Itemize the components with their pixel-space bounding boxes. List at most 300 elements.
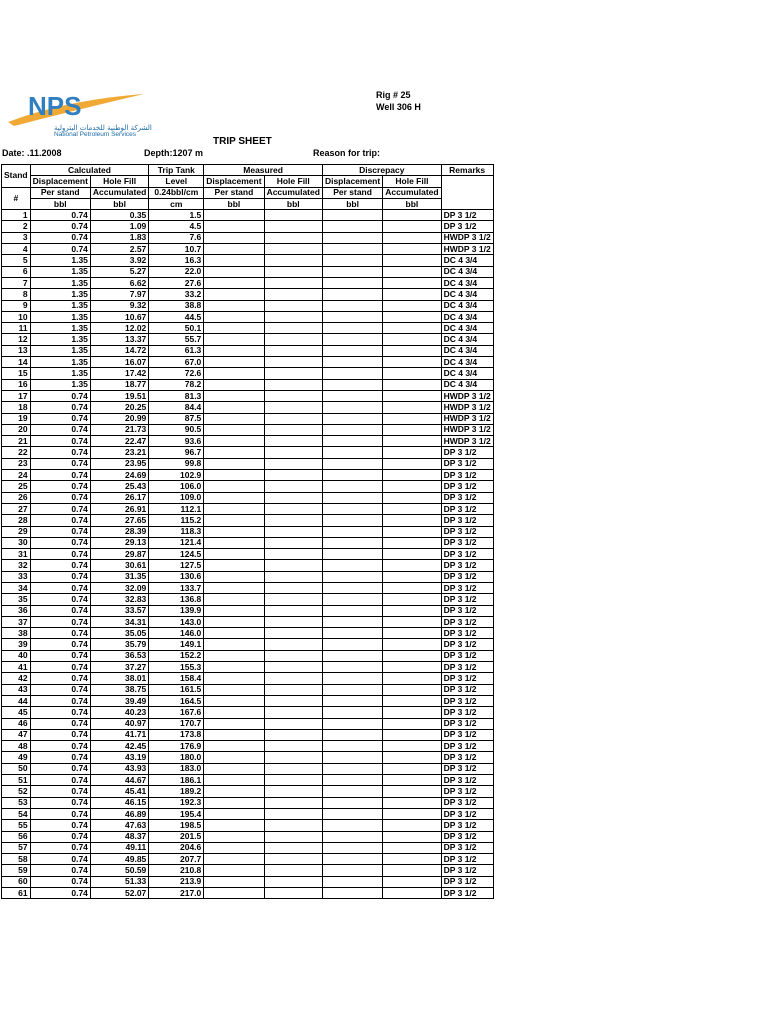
remark-cell: DC 4 3/4 xyxy=(441,379,493,390)
measured-displacement xyxy=(204,560,264,571)
remark-cell: DC 4 3/4 xyxy=(441,266,493,277)
discrepacy-hole-fill xyxy=(383,503,441,514)
measured-hole-fill xyxy=(264,775,322,786)
remark-cell: HWDP 3 1/2 xyxy=(441,244,493,255)
stand-number: 10 xyxy=(2,311,31,322)
discrepacy-hole-fill xyxy=(383,820,441,831)
stand-number: 35 xyxy=(2,594,31,605)
table-row xyxy=(2,820,494,831)
stand-number: 41 xyxy=(2,662,31,673)
measured-displacement xyxy=(204,402,264,413)
subheader2-cell: Per stand xyxy=(322,187,382,198)
table-row xyxy=(2,447,494,458)
discrepacy-hole-fill xyxy=(383,707,441,718)
unit-cell: bbl xyxy=(204,198,264,209)
discrepacy-displacement xyxy=(322,221,382,232)
calc-displacement: 1.35 xyxy=(30,255,90,266)
calc-hole-fill: 32.09 xyxy=(90,582,148,593)
trip-tank-level: 146.0 xyxy=(149,628,204,639)
stand-number: 18 xyxy=(2,402,31,413)
stand-number: 46 xyxy=(2,718,31,729)
measured-displacement xyxy=(204,526,264,537)
remark-cell: DP 3 1/2 xyxy=(441,582,493,593)
discrepacy-displacement xyxy=(322,831,382,842)
calc-hole-fill: 42.45 xyxy=(90,741,148,752)
measured-displacement xyxy=(204,695,264,706)
measured-hole-fill xyxy=(264,424,322,435)
remark-cell: DP 3 1/2 xyxy=(441,492,493,503)
table-row xyxy=(2,368,494,379)
measured-hole-fill xyxy=(264,616,322,627)
calc-hole-fill: 36.53 xyxy=(90,650,148,661)
discrepacy-displacement xyxy=(322,684,382,695)
measured-displacement xyxy=(204,865,264,876)
calc-hole-fill: 0.35 xyxy=(90,210,148,221)
header-calculated: Calculated xyxy=(30,165,149,176)
table-row xyxy=(2,775,494,786)
trip-tank-level: 124.5 xyxy=(149,549,204,560)
discrepacy-hole-fill xyxy=(383,436,441,447)
stand-number: 12 xyxy=(2,334,31,345)
remark-cell: DC 4 3/4 xyxy=(441,323,493,334)
measured-hole-fill xyxy=(264,210,322,221)
calc-displacement: 0.74 xyxy=(30,458,90,469)
discrepacy-hole-fill xyxy=(383,345,441,356)
table-row xyxy=(2,266,494,277)
discrepacy-hole-fill xyxy=(383,684,441,695)
calc-displacement: 0.74 xyxy=(30,752,90,763)
table-row xyxy=(2,582,494,593)
stand-number: 22 xyxy=(2,447,31,458)
measured-displacement xyxy=(204,379,264,390)
discrepacy-displacement xyxy=(322,311,382,322)
calc-hole-fill: 50.59 xyxy=(90,865,148,876)
stand-number: 29 xyxy=(2,526,31,537)
remark-cell: DP 3 1/2 xyxy=(441,763,493,774)
calc-displacement: 0.74 xyxy=(30,831,90,842)
subheader2-cell: Accumulated xyxy=(90,187,148,198)
table-row xyxy=(2,662,494,673)
measured-hole-fill xyxy=(264,605,322,616)
measured-displacement xyxy=(204,221,264,232)
trip-tank-level: 106.0 xyxy=(149,481,204,492)
calc-displacement: 0.74 xyxy=(30,526,90,537)
remark-cell: HWDP 3 1/2 xyxy=(441,390,493,401)
unit-cell: bbl xyxy=(322,198,382,209)
measured-displacement xyxy=(204,662,264,673)
table-row xyxy=(2,718,494,729)
calc-hole-fill: 20.25 xyxy=(90,402,148,413)
remark-cell: DP 3 1/2 xyxy=(441,729,493,740)
discrepacy-displacement xyxy=(322,481,382,492)
measured-hole-fill xyxy=(264,695,322,706)
discrepacy-displacement xyxy=(322,357,382,368)
measured-hole-fill xyxy=(264,300,322,311)
table-row xyxy=(2,571,494,582)
stand-number: 60 xyxy=(2,876,31,887)
trip-tank-level: 161.5 xyxy=(149,684,204,695)
remark-cell: DP 3 1/2 xyxy=(441,888,493,899)
discrepacy-displacement xyxy=(322,210,382,221)
unit-cell: bbl xyxy=(264,198,322,209)
table-row xyxy=(2,390,494,401)
calc-displacement: 0.74 xyxy=(30,808,90,819)
measured-hole-fill xyxy=(264,221,322,232)
stand-number: 50 xyxy=(2,763,31,774)
remark-cell: DC 4 3/4 xyxy=(441,345,493,356)
discrepacy-hole-fill xyxy=(383,695,441,706)
discrepacy-hole-fill xyxy=(383,605,441,616)
table-row xyxy=(2,289,494,300)
measured-displacement xyxy=(204,673,264,684)
measured-displacement xyxy=(204,436,264,447)
discrepacy-displacement xyxy=(322,549,382,560)
trip-tank-level: 173.8 xyxy=(149,729,204,740)
discrepacy-displacement xyxy=(322,628,382,639)
trip-sheet-table xyxy=(1,164,494,899)
table-row xyxy=(2,707,494,718)
measured-hole-fill xyxy=(264,390,322,401)
stand-number: 43 xyxy=(2,684,31,695)
measured-hole-fill xyxy=(264,854,322,865)
trip-tank-level: 158.4 xyxy=(149,673,204,684)
subheader-cell: Displacement xyxy=(30,176,90,187)
measured-hole-fill xyxy=(264,560,322,571)
discrepacy-hole-fill xyxy=(383,277,441,288)
table-row xyxy=(2,470,494,481)
discrepacy-hole-fill xyxy=(383,481,441,492)
discrepacy-hole-fill xyxy=(383,842,441,853)
discrepacy-hole-fill xyxy=(383,628,441,639)
discrepacy-displacement xyxy=(322,458,382,469)
measured-hole-fill xyxy=(264,470,322,481)
calc-hole-fill: 23.95 xyxy=(90,458,148,469)
calc-hole-fill: 30.61 xyxy=(90,560,148,571)
table-row xyxy=(2,503,494,514)
calc-displacement: 0.74 xyxy=(30,842,90,853)
table-row xyxy=(2,244,494,255)
calc-hole-fill: 41.71 xyxy=(90,729,148,740)
subheader-cell: Hole Fill xyxy=(264,176,322,187)
depth-field: Depth:1207 m xyxy=(144,148,204,158)
stand-number: 9 xyxy=(2,300,31,311)
discrepacy-displacement xyxy=(322,379,382,390)
calc-displacement: 0.74 xyxy=(30,605,90,616)
subheader2-cell: Accumulated xyxy=(264,187,322,198)
trip-tank-level: 78.2 xyxy=(149,379,204,390)
discrepacy-displacement xyxy=(322,390,382,401)
calc-hole-fill: 33.57 xyxy=(90,605,148,616)
discrepacy-hole-fill xyxy=(383,808,441,819)
discrepacy-displacement xyxy=(322,515,382,526)
calc-displacement: 0.74 xyxy=(30,436,90,447)
discrepacy-hole-fill xyxy=(383,300,441,311)
trip-tank-level: 170.7 xyxy=(149,718,204,729)
calc-hole-fill: 29.87 xyxy=(90,549,148,560)
discrepacy-displacement xyxy=(322,300,382,311)
calc-displacement: 0.74 xyxy=(30,741,90,752)
calc-displacement: 0.74 xyxy=(30,549,90,560)
table-row xyxy=(2,605,494,616)
remark-cell: HWDP 3 1/2 xyxy=(441,402,493,413)
measured-displacement xyxy=(204,741,264,752)
discrepacy-hole-fill xyxy=(383,582,441,593)
calc-displacement: 0.74 xyxy=(30,616,90,627)
remark-cell: DC 4 3/4 xyxy=(441,357,493,368)
stand-number: 24 xyxy=(2,470,31,481)
calc-hole-fill: 24.69 xyxy=(90,470,148,481)
calc-hole-fill: 48.37 xyxy=(90,831,148,842)
remark-cell: DP 3 1/2 xyxy=(441,695,493,706)
stand-number: 58 xyxy=(2,854,31,865)
calc-displacement: 0.74 xyxy=(30,786,90,797)
calc-displacement: 0.74 xyxy=(30,515,90,526)
measured-displacement xyxy=(204,447,264,458)
measured-hole-fill xyxy=(264,289,322,300)
discrepacy-displacement xyxy=(322,594,382,605)
discrepacy-displacement xyxy=(322,582,382,593)
trip-tank-level: 112.1 xyxy=(149,503,204,514)
calc-hole-fill: 25.43 xyxy=(90,481,148,492)
measured-hole-fill xyxy=(264,808,322,819)
page-title: TRIP SHEET xyxy=(213,136,272,147)
remark-cell: DP 3 1/2 xyxy=(441,515,493,526)
stand-number: 21 xyxy=(2,436,31,447)
remark-cell: DP 3 1/2 xyxy=(441,571,493,582)
header-stand: Stand xyxy=(2,165,31,188)
measured-hole-fill xyxy=(264,865,322,876)
trip-tank-level: 93.6 xyxy=(149,436,204,447)
remark-cell: DP 3 1/2 xyxy=(441,458,493,469)
discrepacy-hole-fill xyxy=(383,865,441,876)
trip-tank-level: 81.3 xyxy=(149,390,204,401)
trip-tank-level: 204.6 xyxy=(149,842,204,853)
trip-tank-level: 152.2 xyxy=(149,650,204,661)
subheader-cell: Hole Fill xyxy=(383,176,441,187)
measured-displacement xyxy=(204,470,264,481)
subheader2-cell: 0.24bbl/cm xyxy=(149,187,204,198)
measured-hole-fill xyxy=(264,515,322,526)
calc-displacement: 0.74 xyxy=(30,537,90,548)
trip-tank-level: 133.7 xyxy=(149,582,204,593)
discrepacy-displacement xyxy=(322,447,382,458)
stand-number: 16 xyxy=(2,379,31,390)
stand-number: 14 xyxy=(2,357,31,368)
table-row xyxy=(2,888,494,899)
stand-number: 54 xyxy=(2,808,31,819)
calc-displacement: 0.74 xyxy=(30,763,90,774)
remark-cell: DP 3 1/2 xyxy=(441,684,493,695)
measured-displacement xyxy=(204,515,264,526)
measured-displacement xyxy=(204,390,264,401)
table-row xyxy=(2,323,494,334)
calc-displacement: 0.74 xyxy=(30,413,90,424)
discrepacy-displacement xyxy=(322,537,382,548)
measured-hole-fill xyxy=(264,763,322,774)
subheader-cell: Level xyxy=(149,176,204,187)
subheader2-cell: Accumulated xyxy=(383,187,441,198)
table-row xyxy=(2,210,494,221)
calc-displacement: 0.74 xyxy=(30,888,90,899)
measured-displacement xyxy=(204,820,264,831)
calc-displacement: 0.74 xyxy=(30,244,90,255)
calc-hole-fill: 17.42 xyxy=(90,368,148,379)
discrepacy-displacement xyxy=(322,865,382,876)
discrepacy-hole-fill xyxy=(383,526,441,537)
trip-tank-level: 136.8 xyxy=(149,594,204,605)
measured-hole-fill xyxy=(264,650,322,661)
calc-displacement: 0.74 xyxy=(30,503,90,514)
well-number: Well 306 H xyxy=(376,102,421,112)
measured-displacement xyxy=(204,831,264,842)
discrepacy-displacement xyxy=(322,605,382,616)
measured-hole-fill xyxy=(264,357,322,368)
company-arabic-name: الشركة الوطنية للخدمات البترولية xyxy=(54,124,152,132)
trip-tank-level: 180.0 xyxy=(149,752,204,763)
calc-hole-fill: 39.49 xyxy=(90,695,148,706)
table-row xyxy=(2,300,494,311)
remark-cell: DP 3 1/2 xyxy=(441,605,493,616)
discrepacy-displacement xyxy=(322,368,382,379)
trip-tank-level: 33.2 xyxy=(149,289,204,300)
calc-hole-fill: 12.02 xyxy=(90,323,148,334)
discrepacy-hole-fill xyxy=(383,413,441,424)
measured-hole-fill xyxy=(264,639,322,650)
measured-displacement xyxy=(204,888,264,899)
remark-cell: DC 4 3/4 xyxy=(441,311,493,322)
table-row xyxy=(2,277,494,288)
trip-tank-level: 192.3 xyxy=(149,797,204,808)
table-row xyxy=(2,232,494,243)
table-row xyxy=(2,616,494,627)
remark-cell: DP 3 1/2 xyxy=(441,594,493,605)
header-remarks: Remarks xyxy=(441,165,493,176)
trip-tank-level: 130.6 xyxy=(149,571,204,582)
discrepacy-hole-fill xyxy=(383,537,441,548)
company-name: National Petroleum Services xyxy=(54,131,137,138)
remark-cell: DC 4 3/4 xyxy=(441,277,493,288)
trip-tank-level: 27.6 xyxy=(149,277,204,288)
table-row xyxy=(2,492,494,503)
trip-tank-level: 1.5 xyxy=(149,210,204,221)
measured-displacement xyxy=(204,503,264,514)
discrepacy-hole-fill xyxy=(383,311,441,322)
calc-displacement: 0.74 xyxy=(30,221,90,232)
measured-hole-fill xyxy=(264,752,322,763)
discrepacy-displacement xyxy=(322,752,382,763)
calc-hole-fill: 3.92 xyxy=(90,255,148,266)
table-row xyxy=(2,357,494,368)
remark-cell: HWDP 3 1/2 xyxy=(441,424,493,435)
discrepacy-hole-fill xyxy=(383,515,441,526)
table-row xyxy=(2,876,494,887)
discrepacy-displacement xyxy=(322,673,382,684)
table-row xyxy=(2,729,494,740)
stand-number: 38 xyxy=(2,628,31,639)
stand-number: 11 xyxy=(2,323,31,334)
discrepacy-displacement xyxy=(322,424,382,435)
trip-tank-level: 207.7 xyxy=(149,854,204,865)
trip-tank-level: 44.5 xyxy=(149,311,204,322)
trip-tank-level: 189.2 xyxy=(149,786,204,797)
subheader-cell: Hole Fill xyxy=(90,176,148,187)
discrepacy-displacement xyxy=(322,786,382,797)
stand-number: 49 xyxy=(2,752,31,763)
stand-number: 31 xyxy=(2,549,31,560)
discrepacy-hole-fill xyxy=(383,424,441,435)
remark-cell: HWDP 3 1/2 xyxy=(441,232,493,243)
measured-hole-fill xyxy=(264,334,322,345)
table-row xyxy=(2,752,494,763)
measured-hole-fill xyxy=(264,820,322,831)
calc-hole-fill: 40.97 xyxy=(90,718,148,729)
table-row xyxy=(2,831,494,842)
calc-displacement: 1.35 xyxy=(30,323,90,334)
discrepacy-hole-fill xyxy=(383,379,441,390)
remark-cell: DP 3 1/2 xyxy=(441,628,493,639)
calc-displacement: 0.74 xyxy=(30,775,90,786)
unit-cell: bbl xyxy=(30,198,90,209)
calc-displacement: 0.74 xyxy=(30,402,90,413)
measured-displacement xyxy=(204,571,264,582)
trip-tank-level: 139.9 xyxy=(149,605,204,616)
header-discrepacy: Discrepacy xyxy=(322,165,441,176)
discrepacy-hole-fill xyxy=(383,334,441,345)
discrepacy-hole-fill xyxy=(383,763,441,774)
nps-logo xyxy=(6,86,146,156)
table-row xyxy=(2,741,494,752)
calc-hole-fill: 5.27 xyxy=(90,266,148,277)
measured-displacement xyxy=(204,763,264,774)
trip-sheet-body xyxy=(2,210,494,899)
trip-tank-level: 102.9 xyxy=(149,470,204,481)
remark-cell: DP 3 1/2 xyxy=(441,820,493,831)
calc-displacement: 0.74 xyxy=(30,470,90,481)
measured-displacement xyxy=(204,549,264,560)
measured-displacement xyxy=(204,842,264,853)
measured-displacement xyxy=(204,684,264,695)
discrepacy-hole-fill xyxy=(383,662,441,673)
measured-displacement xyxy=(204,492,264,503)
discrepacy-hole-fill xyxy=(383,831,441,842)
remark-cell: HWDP 3 1/2 xyxy=(441,413,493,424)
measured-hole-fill xyxy=(264,718,322,729)
calc-displacement: 1.35 xyxy=(30,334,90,345)
discrepacy-displacement xyxy=(322,402,382,413)
calc-displacement: 0.74 xyxy=(30,481,90,492)
discrepacy-hole-fill xyxy=(383,402,441,413)
calc-hole-fill: 7.97 xyxy=(90,289,148,300)
measured-hole-fill xyxy=(264,266,322,277)
measured-hole-fill xyxy=(264,244,322,255)
discrepacy-displacement xyxy=(322,876,382,887)
trip-tank-level: 210.8 xyxy=(149,865,204,876)
calc-displacement: 1.35 xyxy=(30,357,90,368)
measured-displacement xyxy=(204,718,264,729)
remark-cell: DC 4 3/4 xyxy=(441,255,493,266)
measured-displacement xyxy=(204,854,264,865)
calc-hole-fill: 13.37 xyxy=(90,334,148,345)
discrepacy-hole-fill xyxy=(383,266,441,277)
remark-cell: DP 3 1/2 xyxy=(441,831,493,842)
remark-cell: DP 3 1/2 xyxy=(441,503,493,514)
discrepacy-displacement xyxy=(322,808,382,819)
table-row xyxy=(2,402,494,413)
remark-cell: DP 3 1/2 xyxy=(441,210,493,221)
remark-cell: DP 3 1/2 xyxy=(441,797,493,808)
table-row xyxy=(2,537,494,548)
trip-tank-level: 96.7 xyxy=(149,447,204,458)
